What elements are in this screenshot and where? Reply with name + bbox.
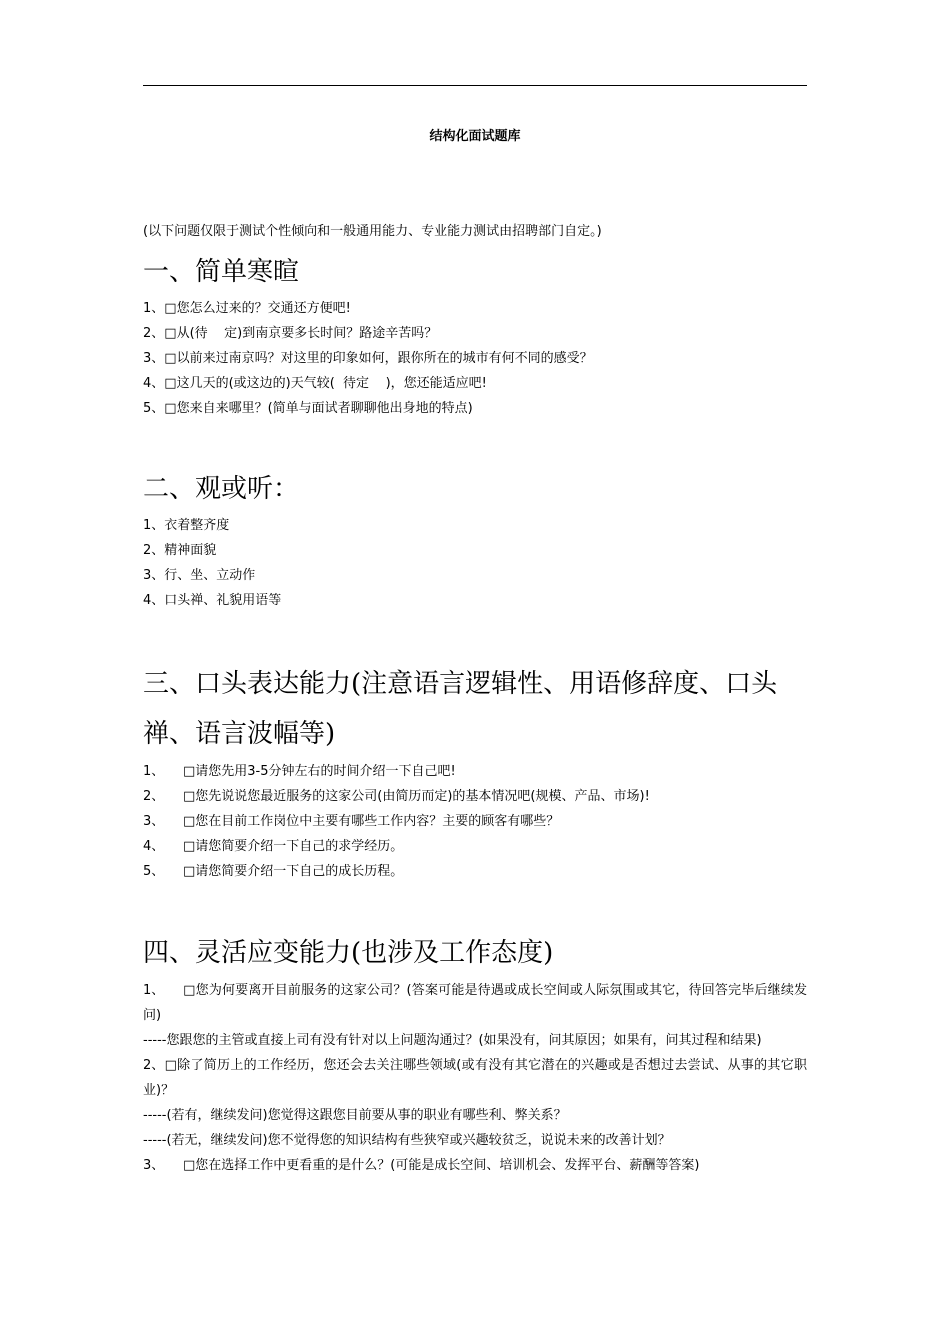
follow-up-item xyxy=(143,1128,807,1153)
item-number: 2、 xyxy=(143,789,165,804)
item-text: 行、坐、立动作 xyxy=(164,568,256,583)
observation-item xyxy=(143,563,807,588)
question-item xyxy=(143,784,807,809)
item-text: □这几天的(或这边的)天气较( 待定 )，您还能适应吧! xyxy=(164,376,487,391)
item-text: □从(待 定)到南京要多长时间？路途辛苦吗？ xyxy=(164,326,438,341)
item-number: 2、 xyxy=(143,1058,165,1073)
header-rule xyxy=(143,85,807,86)
item-number: 3、 xyxy=(143,1158,165,1173)
item-number: 4、 xyxy=(143,376,165,391)
item-text: □您在目前工作岗位中主要有哪些工作内容？主要的顾客有哪些？ xyxy=(183,814,560,829)
observation-item xyxy=(143,538,807,563)
question-item xyxy=(143,1153,807,1178)
item-number: 1、 xyxy=(143,518,165,533)
observation-item xyxy=(143,588,807,613)
question-item xyxy=(143,296,807,321)
section-heading-oral-expression: 三、口头表达能力(注意语言逻辑性、用语修辞度、口头禅、语言波幅等) xyxy=(143,669,778,749)
question-item xyxy=(143,371,807,396)
item-text: □您在选择工作中更看重的是什么？(可能是成长空间、培训机会、发挥平台、薪酬等答案) xyxy=(183,1158,700,1173)
item-number: 3、 xyxy=(143,568,165,583)
section-heading-adaptability: 四、灵活应变能力(也涉及工作态度) xyxy=(143,938,554,968)
item-number: 4、 xyxy=(143,839,165,854)
item-text: □请您简要介绍一下自己的求学经历。 xyxy=(183,839,404,854)
question-item xyxy=(143,809,807,834)
item-text: □您来自来哪里？(简单与面试者聊聊他出身地的特点) xyxy=(164,401,473,416)
item-number: 3、 xyxy=(143,814,165,829)
question-item xyxy=(143,978,807,1028)
item-text: □您为何要离开目前服务的这家公司？(答案可能是待遇或成长空间或人际氛围或其它，待回答完毕后继续发问) xyxy=(143,983,807,1023)
section-heading-observation: 二、观或听： xyxy=(143,474,300,504)
item-text: -----您跟您的主管或直接上司有没有针对以上问题沟通过？(如果没有，问其原因；如果有，问其过程和结果) xyxy=(143,1033,762,1048)
follow-up-item xyxy=(143,1028,807,1053)
item-number: 2、 xyxy=(143,326,165,341)
item-text: □您先说说您最近服务的这家公司(由简历而定)的基本情况吧(规模、产品、市场)! xyxy=(183,789,650,804)
question-item xyxy=(143,834,807,859)
item-text: □您怎么过来的？交通还方便吧! xyxy=(164,301,351,316)
question-item xyxy=(143,346,807,371)
follow-up-item xyxy=(143,1103,807,1128)
document-body xyxy=(143,222,807,1178)
item-number: 2、 xyxy=(143,543,165,558)
item-text: 精神面貌 xyxy=(164,543,217,558)
item-number: 1、 xyxy=(143,764,165,779)
item-text: □以前来过南京吗？对这里的印象如何，跟你所在的城市有何不同的感受？ xyxy=(164,351,593,366)
item-number: 1、 xyxy=(143,301,165,316)
item-text: □除了简历上的工作经历，您还会去关注哪些领域(或有没有其它潜在的兴趣或是否想过去尝试、从事的其它职业)？ xyxy=(143,1058,807,1098)
intro-note: (以下问题仅限于测试个性倾向和一般通用能力、专业能力测试由招聘部门自定。) xyxy=(143,224,602,239)
question-item xyxy=(143,396,807,421)
item-number: 4、 xyxy=(143,593,165,608)
item-text: 口头禅、礼貌用语等 xyxy=(164,593,282,608)
observation-item xyxy=(143,513,807,538)
item-number: 5、 xyxy=(143,401,165,416)
item-text: □请您简要介绍一下自己的成长历程。 xyxy=(183,864,404,879)
item-text: □请您先用3-5分钟左右的时间介绍一下自己吧! xyxy=(183,764,456,779)
item-text: -----(若无，继续发问)您不觉得您的知识结构有些狭窄或兴趣较贫乏，说说未来的改善计划？ xyxy=(143,1133,671,1148)
document-title: 结构化面试题库 xyxy=(429,129,521,144)
item-text: -----(若有，继续发问)您觉得这跟您目前要从事的职业有哪些利、弊关系？ xyxy=(143,1108,567,1123)
item-number: 3、 xyxy=(143,351,165,366)
item-text: 衣着整齐度 xyxy=(164,518,230,533)
question-item xyxy=(143,1053,807,1103)
item-number: 5、 xyxy=(143,864,165,879)
section-heading-greetings: 一、简单寒暄 xyxy=(143,257,300,287)
question-item xyxy=(143,759,807,784)
item-number: 1、 xyxy=(143,983,165,998)
question-item xyxy=(143,859,807,884)
question-item xyxy=(143,321,807,346)
